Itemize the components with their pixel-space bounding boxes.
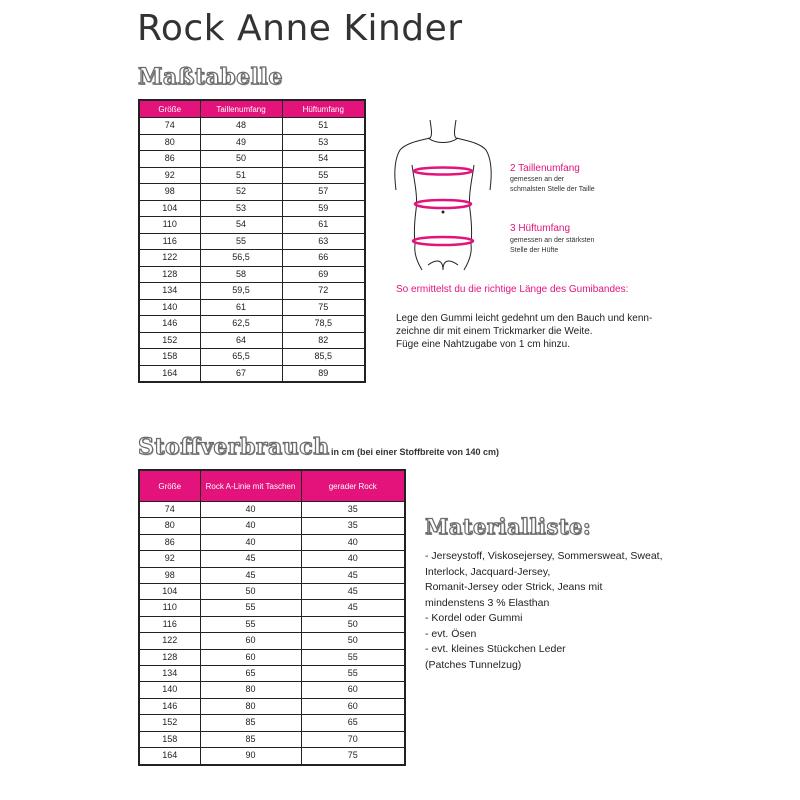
stoff-row-cell: 40 [301,534,405,550]
stoff-row-cell: 140 [139,682,200,698]
stoff-row-cell: 65 [200,666,301,682]
stoff-header-row [139,470,405,502]
stoff-row-cell: 70 [301,731,405,747]
waist-sub-2: schmalsten Stelle der Taille [510,186,595,193]
mass-row-cell: 69 [282,266,365,283]
howto-line: Füge eine Nahtzugabe von 1 cm hinzu. [396,339,570,350]
material-item: - Kordel oder Gummi [425,612,523,624]
waist-label: 2 Taillenumfang [510,163,580,174]
stoff-row [139,502,405,518]
stoff-row [139,551,405,567]
mass-row-cell: 63 [282,233,365,250]
mass-row-cell: 80 [139,134,200,151]
material-item: - Jerseystoff, Viskosejersey, Sommersweat, Sweat, [425,550,663,562]
stoff-row-cell: 104 [139,584,200,600]
stoff-row-cell: 55 [301,649,405,665]
mass-row-cell: 74 [139,118,200,135]
stoff-row-cell: 45 [301,584,405,600]
stoff-row-cell: 50 [301,616,405,632]
mass-row-cell: 52 [200,184,282,201]
material-item: Interlock, Jacquard-Jersey, [425,565,551,578]
stoff-row-cell: 65 [301,715,405,731]
mass-row-cell: 122 [139,250,200,267]
mass-row [139,283,365,300]
stoff-row-cell: 60 [200,633,301,649]
stoff-row-cell: 35 [301,502,405,518]
stoff-row [139,633,405,649]
stoff-row-cell: 55 [200,616,301,632]
howto-line: zeichne dir mit einem Trickmarker die Weite. [396,326,593,337]
stoff-row [139,616,405,632]
mass-row [139,299,365,316]
waist-line [414,168,472,175]
belly-line [415,200,471,208]
mass-row [139,118,365,135]
mass-row [139,332,365,349]
waist-sub-1: gemessen an der [510,176,565,183]
mass-row [139,184,365,201]
mass-header-row [139,100,365,118]
material-item: Romanit-Jersey oder Strick, Jeans mit [425,581,603,593]
mass-row-cell: 54 [282,151,365,168]
mass-row [139,134,365,151]
stoff-row-cell: 152 [139,715,200,731]
mass-row-cell: 50 [200,151,282,168]
stoff-row-cell: 35 [301,518,405,534]
stoff-row [139,584,405,600]
howto-title: So ermittelst du die richtige Länge des Gumibandes: [396,284,629,295]
mass-row-cell: 164 [139,365,200,382]
mass-row [139,200,365,217]
mass-row-cell: 62,5 [200,316,282,333]
mass-row-cell: 53 [282,134,365,151]
mass-row [139,217,365,234]
mass-row-cell: 75 [282,299,365,316]
stoff-header-cell: Größe [139,470,200,502]
stoff-row [139,518,405,534]
stoff-row-cell: 40 [200,534,301,550]
mass-row-cell: 86 [139,151,200,168]
stoff-row-cell: 60 [200,649,301,665]
hip-sub-2: Stelle der Hüfte [510,247,559,254]
stoff-note: in cm (bei einer Stoffbreite von 140 cm) [331,447,500,457]
mass-row-cell: 67 [200,365,282,382]
stoff-header-cell: gerader Rock [301,470,405,502]
stoff-row-cell: 45 [301,567,405,583]
body-figure [388,110,498,285]
stoff-row-cell: 146 [139,698,200,714]
mass-row-cell: 51 [282,118,365,135]
stoff-row-cell: 75 [301,748,405,765]
stoff-row [139,567,405,583]
mass-row-cell: 116 [139,233,200,250]
stoff-row-cell: 90 [200,748,301,765]
mass-row-cell: 55 [200,233,282,250]
stoff-row-cell: 86 [139,534,200,550]
mass-row-cell: 66 [282,250,365,267]
mass-row-cell: 53 [200,200,282,217]
material-item: mindenstens 3 % Elasthan [425,596,550,609]
stoff-row-cell: 85 [200,715,301,731]
stoff-row-cell: 134 [139,666,200,682]
mass-row-cell: 146 [139,316,200,333]
material-item: (Patches Tunnelzug) [425,658,522,671]
stoff-row [139,666,405,682]
mass-row-cell: 104 [139,200,200,217]
howto-line: Lege den Gummi leicht gedehnt um den Bauch und kenn- [396,313,653,324]
stoff-table [138,469,406,766]
stoff-row-cell: 92 [139,551,200,567]
mass-row-cell: 51 [200,167,282,184]
stoff-row [139,715,405,731]
mass-row [139,316,365,333]
stoff-row-cell: 80 [200,682,301,698]
hip-label: 3 Hüftumfang [510,223,571,234]
mass-row-cell: 56,5 [200,250,282,267]
stoff-row-cell: 110 [139,600,200,616]
stoff-heading: Stoffverbrauch [138,434,330,460]
mass-row-cell: 64 [200,332,282,349]
mass-row-cell: 152 [139,332,200,349]
mass-heading: Maßtabelle [138,64,283,90]
mass-row-cell: 49 [200,134,282,151]
mass-row-cell: 54 [200,217,282,234]
mass-row-cell: 92 [139,167,200,184]
mass-row [139,266,365,283]
mass-row-cell: 134 [139,283,200,300]
mass-row-cell: 65,5 [200,349,282,366]
stoff-row-cell: 45 [301,600,405,616]
stoff-row-cell: 158 [139,731,200,747]
mass-row-cell: 58 [200,266,282,283]
mass-row-cell: 61 [200,299,282,316]
stoff-row-cell: 55 [301,666,405,682]
stoff-row [139,731,405,747]
mass-row-cell: 110 [139,217,200,234]
mass-row-cell: 78,5 [282,316,365,333]
stoff-row-cell: 40 [301,551,405,567]
stoff-row-cell: 122 [139,633,200,649]
stoff-row-cell: 164 [139,748,200,765]
stoff-row-cell: 98 [139,567,200,583]
mass-header-cell: Taillenumfang [200,100,282,118]
stoff-row [139,698,405,714]
hip-line [413,237,473,245]
mass-row [139,233,365,250]
stoff-row-cell: 50 [301,633,405,649]
mass-row-cell: 82 [282,332,365,349]
mass-row-cell: 55 [282,167,365,184]
stoff-row-cell: 40 [200,518,301,534]
mass-row [139,151,365,168]
stoff-row-cell: 40 [200,502,301,518]
stoff-row-cell: 60 [301,682,405,698]
mass-row [139,349,365,366]
stoff-row [139,600,405,616]
stoff-row-cell: 80 [139,518,200,534]
material-item: - evt. Ösen [425,627,477,640]
mass-row [139,167,365,184]
stoff-row-cell: 74 [139,502,200,518]
hip-sub-1: gemessen an der stärksten [510,237,595,244]
stoff-row [139,748,405,765]
mass-row-cell: 72 [282,283,365,300]
stoff-row [139,649,405,665]
mass-row [139,365,365,382]
stoff-row [139,682,405,698]
mass-row-cell: 48 [200,118,282,135]
material-item: - evt. kleines Stückchen Leder [425,643,566,655]
mass-row-cell: 158 [139,349,200,366]
mass-row-cell: 140 [139,299,200,316]
stoff-row-cell: 80 [200,698,301,714]
mass-row-cell: 59,5 [200,283,282,300]
mass-header-cell: Hüftumfang [282,100,365,118]
mass-row-cell: 98 [139,184,200,201]
stoff-row-cell: 116 [139,616,200,632]
stoff-row-cell: 85 [200,731,301,747]
stoff-row-cell: 45 [200,567,301,583]
page-title: Rock Anne Kinder [137,8,463,49]
mass-row-cell: 128 [139,266,200,283]
stoff-row [139,534,405,550]
howto-text [396,312,652,351]
mass-row-cell: 61 [282,217,365,234]
mass-row-cell: 59 [282,200,365,217]
mass-row-cell: 85,5 [282,349,365,366]
material-heading: Materialliste: [425,514,592,539]
stoff-row-cell: 50 [200,584,301,600]
stoff-row-cell: 60 [301,698,405,714]
mass-table [138,99,366,383]
stoff-header-cell: Rock A-Linie mit Taschen [200,470,301,502]
mass-row [139,250,365,267]
stoff-row-cell: 128 [139,649,200,665]
stoff-row-cell: 55 [200,600,301,616]
stoff-row-cell: 45 [200,551,301,567]
mass-row-cell: 57 [282,184,365,201]
material-list [425,549,663,673]
mass-row-cell: 89 [282,365,365,382]
mass-header-cell: Größe [139,100,200,118]
